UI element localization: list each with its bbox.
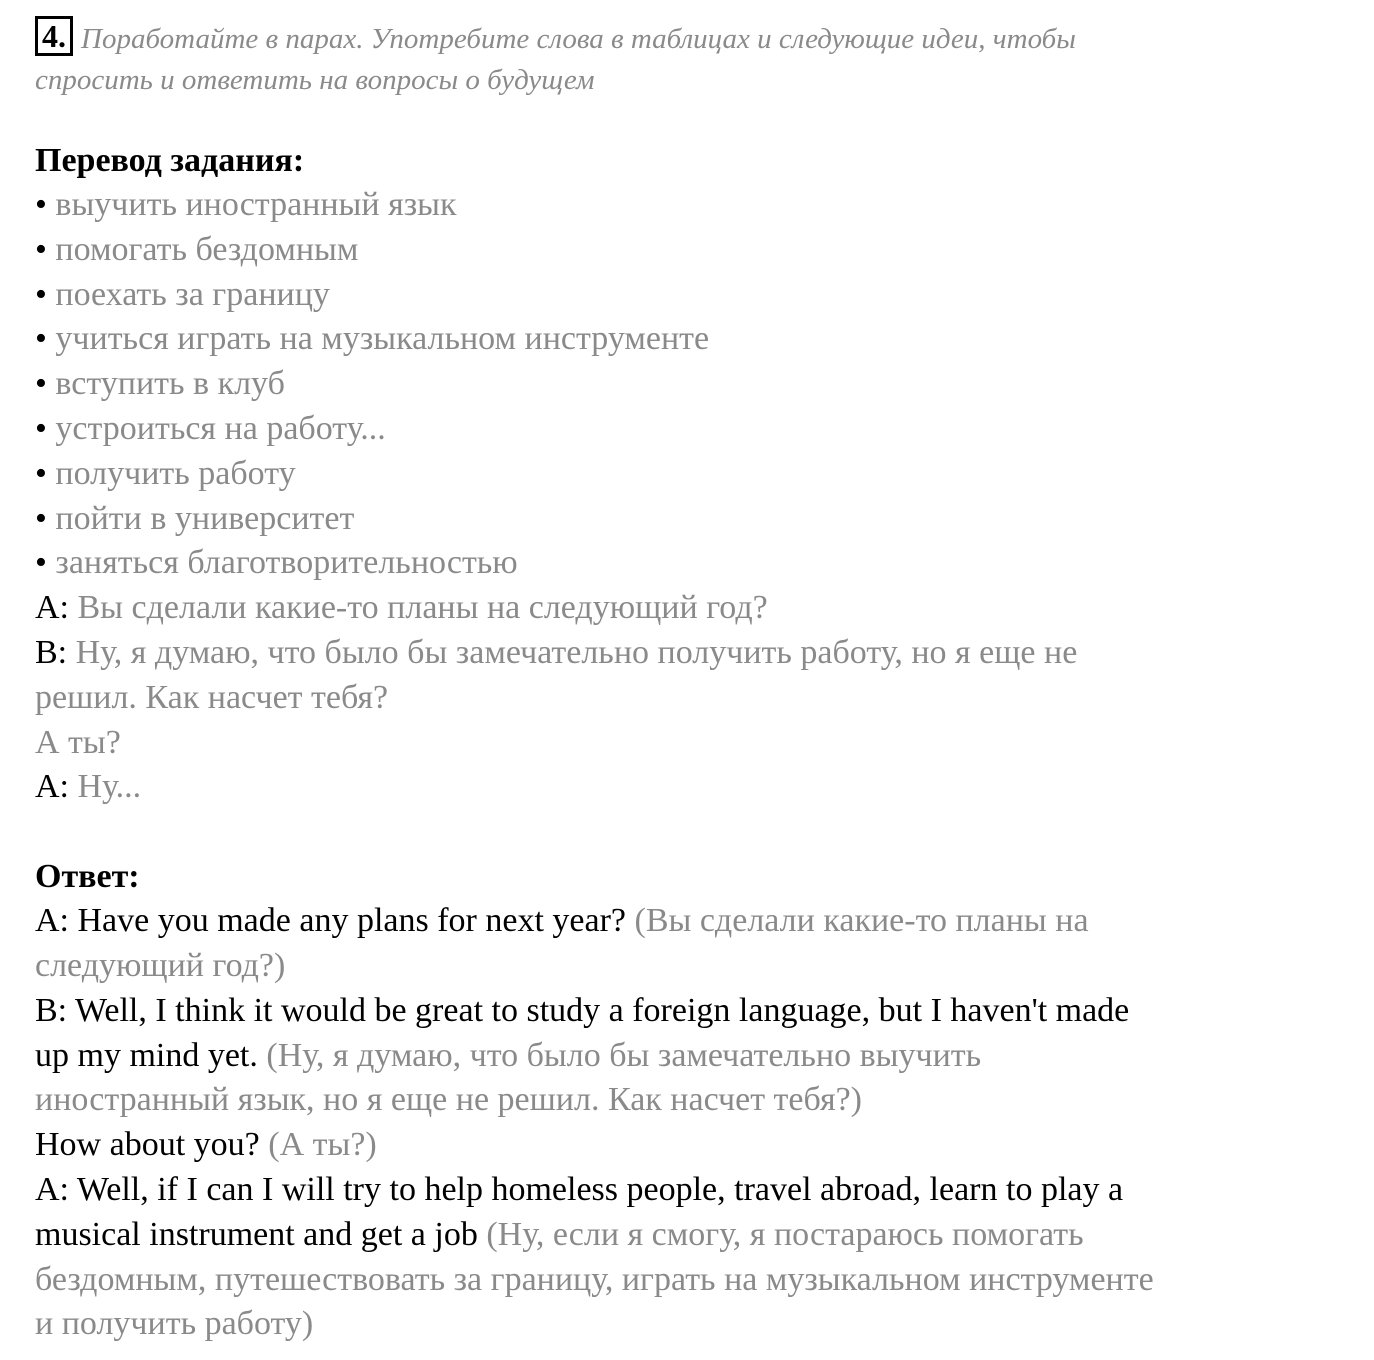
answer-russian: бездомным, путешествовать за границу, играть на музыкальном инструменте [35,1260,1154,1298]
dialog-text: Ну, я думаю, что было бы замечательно получить работу, но я еще не [75,633,1078,671]
speaker-label: B: [35,633,68,671]
answer-russian: (Ну, если я смогу, я постараюсь помогать [486,1215,1084,1253]
answer-line [35,944,1355,989]
task-number-box: 4. [35,16,73,56]
list-item [35,317,1355,362]
answer-english: A: Have you made any plans for next year? [35,902,626,940]
list-item [35,362,1355,407]
bullet-icon: • [35,275,47,313]
bullet-icon: • [35,409,47,447]
speaker-label: A: [35,589,69,627]
task-instruction-line-2: спросить и ответить на вопросы о будущем [35,64,595,96]
list-item-text: поехать за границу [55,275,330,313]
answer-body [35,899,1355,1347]
bullet-icon: • [35,186,47,223]
bullet-icon: • [35,320,47,358]
speaker-label: A: [35,768,69,806]
answer-heading: Ответ: [35,858,140,896]
answer-russian: (Вы сделали какие-то планы на [634,902,1089,940]
answer-line [35,899,1355,944]
list-item [35,228,1355,273]
answer-russian: (А ты?) [268,1126,377,1164]
list-item-text: устроиться на работу... [55,409,386,447]
dialog-text: Ну... [77,768,142,806]
dialog-text: А ты? [35,723,121,761]
answer-line [35,1258,1355,1303]
answer-line [35,1078,1355,1123]
list-item-text: помогать бездомным [55,230,359,268]
bullet-icon: • [35,499,47,537]
list-item [35,407,1355,452]
dialog-line [35,721,1355,766]
answer-line [35,1213,1355,1258]
answer-russian: иностранный язык, но я еще не решил. Как насчет тебя?) [35,1081,863,1119]
answer-line [35,1034,1355,1079]
answer-line [35,1168,1355,1213]
dialog-line [35,676,1355,721]
dialog-line [35,586,1355,631]
bullet-icon: • [35,230,47,268]
answer-english: B: Well, I think it would be great to study a foreign language, but I haven't made [35,991,1130,1029]
task-instruction [35,16,1355,101]
list-item-text: выучить иностранный язык [55,186,457,223]
translation-dialog [35,586,1355,810]
answer-english: up my mind yet. [35,1036,258,1074]
list-item [35,452,1355,497]
bullet-icon: • [35,454,47,492]
answer-english: A: Well, if I can I will try to help homeless people, travel abroad, learn to play a [35,1170,1124,1208]
dialog-text: Вы сделали какие-то планы на следующий год? [77,589,768,627]
translation-heading: Перевод задания: [35,142,305,179]
answer-english: How about you? [35,1126,260,1164]
list-item [35,541,1355,586]
list-item [35,273,1355,318]
answer-line [35,989,1355,1034]
list-item-text: вступить в клуб [55,365,285,403]
answer-russian: и получить работу) [35,1305,314,1343]
answer-russian: (Ну, я думаю, что было бы замечательно выучить [266,1036,982,1074]
list-item-text: получить работу [55,454,296,492]
bullet-icon: • [35,544,47,582]
answer-english: musical instrument and get a job [35,1215,478,1253]
list-item [35,183,1355,228]
translation-list [35,183,1355,586]
list-item [35,497,1355,542]
dialog-line [35,631,1355,676]
list-item-text: пойти в университет [55,499,355,537]
answer-line [35,1302,1355,1347]
list-item-text: учиться играть на музыкальном инструменте [55,320,710,358]
task-instruction-line-1: Поработайте в парах. Употребите слова в таблицах и следующие идеи, чтобы [81,23,1076,55]
dialog-text: решил. Как насчет тебя? [35,678,389,716]
list-item-text: заняться благотворительностью [55,544,518,582]
bullet-icon: • [35,365,47,403]
exercise-page [35,16,1355,1347]
answer-line [35,1123,1355,1168]
dialog-line [35,765,1355,810]
answer-russian: следующий год?) [35,946,286,984]
